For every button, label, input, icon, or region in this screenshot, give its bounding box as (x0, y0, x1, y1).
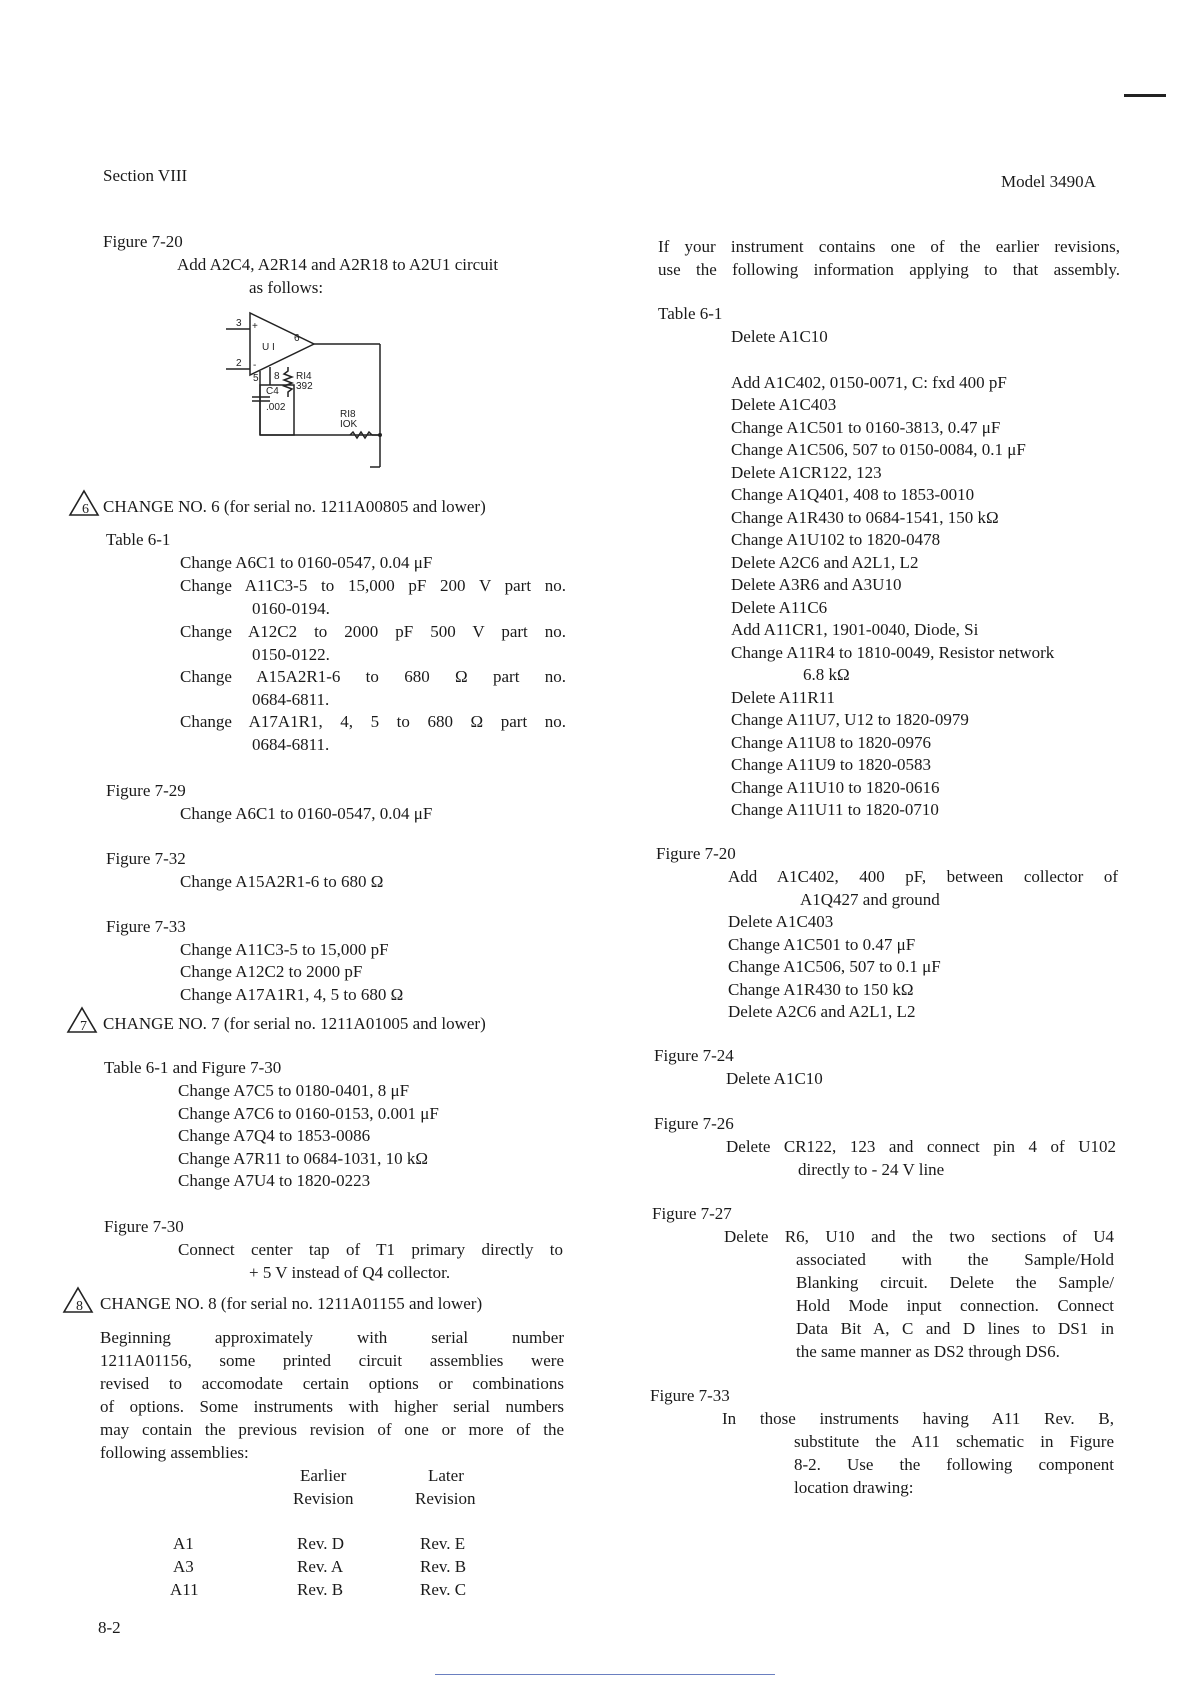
figure-7-27-line: associated with the Sample/Hold (796, 1250, 1114, 1269)
change-6-table-heading: Table 6-1 (106, 530, 171, 549)
column-header-earlier: Revision (293, 1489, 354, 1508)
figure-7-30-heading: Figure 7-30 (104, 1217, 184, 1236)
figure-7-20-r-item: Delete A2C6 and A2L1, L2 (728, 1002, 916, 1021)
page-number: 8-2 (98, 1618, 121, 1637)
figure-7-27-line: Data Bit A, C and D lines to DS1 in (796, 1319, 1114, 1338)
revision-table-earlier: Rev. A (297, 1557, 344, 1576)
figure-7-24-item: Delete A1C10 (726, 1069, 823, 1088)
minus-label: - (253, 360, 257, 371)
figure-7-27-heading: Figure 7-27 (652, 1204, 732, 1223)
figure-7-33-item: Change A17A1R1, 4, 5 to 680 Ω (180, 985, 404, 1004)
change-8-triangle-icon (62, 1286, 94, 1314)
table-6-1-item: Delete A1CR122, 123 (731, 463, 882, 482)
change-8-paragraph-line: revised to accomodate certain options or combinations (100, 1374, 564, 1393)
change-6-title: CHANGE NO. 6 (for serial no. 1211A00805 and lower) (103, 497, 486, 516)
pin-5-label: 5 (253, 373, 259, 384)
table-6-1-item: Change A11R4 to 1810-0049, Resistor network (731, 643, 1055, 662)
table-6-1-item: Change A1C506, 507 to 0150-0084, 0.1 μF (731, 440, 1026, 459)
change-6-item: Change A12C2 to 2000 pF 500 V part no. (180, 622, 566, 641)
pin-6-label: 6 (294, 333, 300, 344)
change-6-item: 0684-6811. (252, 735, 330, 754)
table-6-1-item: Delete A1C10 (731, 327, 828, 346)
table-6-1-item: Change A1Q401, 408 to 1853-0010 (731, 485, 975, 504)
change-7-table-heading: Table 6-1 and Figure 7-30 (104, 1058, 282, 1077)
table-6-1-item: Delete A2C6 and A2L1, L2 (731, 553, 919, 572)
r18-label: RI8 (340, 409, 356, 420)
r14-label: RI4 (296, 371, 312, 382)
svg-text:8: 8 (76, 1299, 83, 1314)
table-6-1-item: Delete A11C6 (731, 598, 828, 617)
table-6-1-heading: Table 6-1 (658, 304, 723, 323)
figure-7-20-r-item: Change A1C506, 507 to 0.1 μF (728, 957, 941, 976)
c4-label: C4 (266, 386, 279, 397)
change-8-paragraph-line: Beginning approximately with serial number (100, 1328, 564, 1347)
figure-7-20-heading: Figure 7-20 (103, 232, 183, 251)
change-6-item: 0684-6811. (252, 690, 330, 709)
figure-7-29-item: Change A6C1 to 0160-0547, 0.04 μF (180, 804, 433, 823)
revision-table-assembly: A11 (170, 1580, 199, 1599)
figure-7-32-heading: Figure 7-32 (106, 849, 186, 868)
revision-table-later: Rev. C (420, 1580, 467, 1599)
u1-label: U I (262, 342, 275, 353)
revision-table-assembly: A3 (173, 1557, 194, 1576)
figure-7-26-line: directly to - 24 V line (798, 1160, 945, 1179)
change-6-item: Change A17A1R1, 4, 5 to 680 Ω part no. (180, 712, 566, 731)
change-7-title: CHANGE NO. 7 (for serial no. 1211A01005 and lower) (103, 1014, 486, 1033)
change-8-title: CHANGE NO. 8 (for serial no. 1211A01155 and lower) (100, 1294, 483, 1313)
pin-3-label: 3 (236, 318, 242, 329)
revision-table-later: Rev. B (420, 1557, 467, 1576)
figure-7-20-r-item: Change A1C501 to 0.47 μF (728, 935, 916, 954)
change-7-item: Change A7C5 to 0180-0401, 8 μF (178, 1081, 410, 1100)
intro-line: use the following information applying to that assembly. (658, 260, 1120, 279)
change-8-paragraph-line: may contain the previous revision of one or more of the (100, 1420, 564, 1439)
change-7-item: Change A7C6 to 0160-0153, 0.001 μF (178, 1104, 439, 1123)
table-6-1-item: Delete A1C403 (731, 395, 837, 414)
c4-value: .002 (266, 402, 286, 413)
plus-label: + (252, 321, 258, 332)
opamp-schematic (222, 305, 392, 475)
revision-table-assembly: A1 (173, 1534, 194, 1553)
figure-7-27-line: the same manner as DS2 through DS6. (796, 1342, 1060, 1361)
table-6-1-item: Change A1C501 to 0160-3813, 0.47 μF (731, 418, 1001, 437)
svg-text:7: 7 (80, 1019, 87, 1034)
change-7-item: Change A7R11 to 0684-1031, 10 kΩ (178, 1149, 428, 1168)
table-6-1-item: Change A1R430 to 0684-1541, 150 kΩ (731, 508, 999, 527)
figure-7-20-r-item: A1Q427 and ground (800, 890, 940, 909)
figure-7-26-heading: Figure 7-26 (654, 1114, 734, 1133)
intro-line: If your instrument contains one of the earlier revisions, (658, 237, 1120, 256)
figure-7-33-item: Change A11C3-5 to 15,000 pF (180, 940, 389, 959)
change-8-paragraph-line: 1211A01156, some printed circuit assemblies were (100, 1351, 564, 1370)
figure-7-27-line: Blanking circuit. Delete the Sample/ (796, 1273, 1114, 1292)
corner-mark (1124, 94, 1166, 97)
model-label: Model 3490A (1001, 172, 1096, 191)
change-6-item: Change A15A2R1-6 to 680 Ω part no. (180, 667, 566, 686)
figure-7-27-line: Hold Mode input connection. Connect (796, 1296, 1114, 1315)
table-6-1-item: Change A11U11 to 1820-0710 (731, 800, 939, 819)
figure-7-20-r-item: Delete A1C403 (728, 912, 834, 931)
figure-7-20-r-item: Add A1C402, 400 pF, between collector of (728, 867, 1118, 886)
table-6-1-item: Change A11U10 to 1820-0616 (731, 778, 940, 797)
table-6-1-item: Change A11U9 to 1820-0583 (731, 755, 932, 774)
change-8-paragraph-line: following assemblies: (100, 1443, 249, 1462)
figure-7-33-heading: Figure 7-33 (106, 917, 186, 936)
table-6-1-item: Change A11U7, U12 to 1820-0979 (731, 710, 969, 729)
figure-7-20-r-item: Change A1R430 to 150 kΩ (728, 980, 914, 999)
r14-value: 392 (296, 381, 313, 392)
figure-7-29-heading: Figure 7-29 (106, 781, 186, 800)
figure-7-32-item: Change A15A2R1-6 to 680 Ω (180, 872, 384, 891)
revision-table-earlier: Rev. B (297, 1580, 344, 1599)
table-6-1-item: Add A11CR1, 1901-0040, Diode, Si (731, 620, 979, 639)
figure-7-20-r-heading: Figure 7-20 (656, 844, 736, 863)
figure-7-33-r-line: 8-2. Use the following component (794, 1455, 1114, 1474)
r18-value: IOK (340, 419, 358, 430)
figure-7-33-item: Change A12C2 to 2000 pF (180, 962, 363, 981)
change-6-item: 0150-0122. (252, 645, 330, 664)
change-6-item: Change A6C1 to 0160-0547, 0.04 μF (180, 553, 433, 572)
section-label: Section VIII (103, 166, 188, 185)
revision-table-earlier: Rev. D (297, 1534, 345, 1553)
column-header-earlier: Earlier (300, 1466, 347, 1485)
pin-8-label: 8 (274, 371, 280, 382)
column-header-later: Later (428, 1466, 464, 1485)
bottom-rule (435, 1674, 775, 1675)
figure-7-20-line: Add A2C4, A2R14 and A2R18 to A2U1 circuit (177, 255, 499, 274)
table-6-1-item: Delete A3R6 and A3U10 (731, 575, 902, 594)
pin-2-label: 2 (236, 358, 242, 369)
change-7-item: Change A7Q4 to 1853-0086 (178, 1126, 371, 1145)
figure-7-30-line: Connect center tap of T1 primary directly to (178, 1240, 563, 1259)
table-6-1-item: Delete A11R11 (731, 688, 836, 707)
change-6-triangle-icon (68, 489, 100, 517)
figure-7-33-r-line: location drawing: (794, 1478, 914, 1497)
table-6-1-item: Change A11U8 to 1820-0976 (731, 733, 932, 752)
svg-text:6: 6 (82, 502, 89, 517)
change-7-item: Change A7U4 to 1820-0223 (178, 1171, 371, 1190)
table-6-1-item: Change A1U102 to 1820-0478 (731, 530, 941, 549)
change-8-paragraph-line: of options. Some instruments with higher serial numbers (100, 1397, 564, 1416)
table-6-1-item: 6.8 kΩ (803, 665, 850, 684)
revision-table-later: Rev. E (420, 1534, 466, 1553)
figure-7-27-line: Delete R6, U10 and the two sections of U4 (724, 1227, 1114, 1246)
figure-7-26-line: Delete CR122, 123 and connect pin 4 of U102 (726, 1137, 1116, 1156)
figure-7-24-heading: Figure 7-24 (654, 1046, 734, 1065)
figure-7-33-r-line: In those instruments having A11 Rev. B, (722, 1409, 1114, 1428)
figure-7-33-r-line: substitute the A11 schematic in Figure (794, 1432, 1114, 1451)
figure-7-30-line: + 5 V instead of Q4 collector. (249, 1263, 451, 1282)
table-6-1-item: Add A1C402, 0150-0071, C: fxd 400 pF (731, 373, 1007, 392)
change-7-triangle-icon (66, 1006, 98, 1034)
column-header-later: Revision (415, 1489, 476, 1508)
figure-7-20-line: as follows: (249, 278, 324, 297)
change-6-item: 0160-0194. (252, 599, 330, 618)
figure-7-33-r-heading: Figure 7-33 (650, 1386, 730, 1405)
opamp-triangle (250, 313, 314, 375)
change-6-item: Change A11C3-5 to 15,000 pF 200 V part no. (180, 576, 566, 595)
